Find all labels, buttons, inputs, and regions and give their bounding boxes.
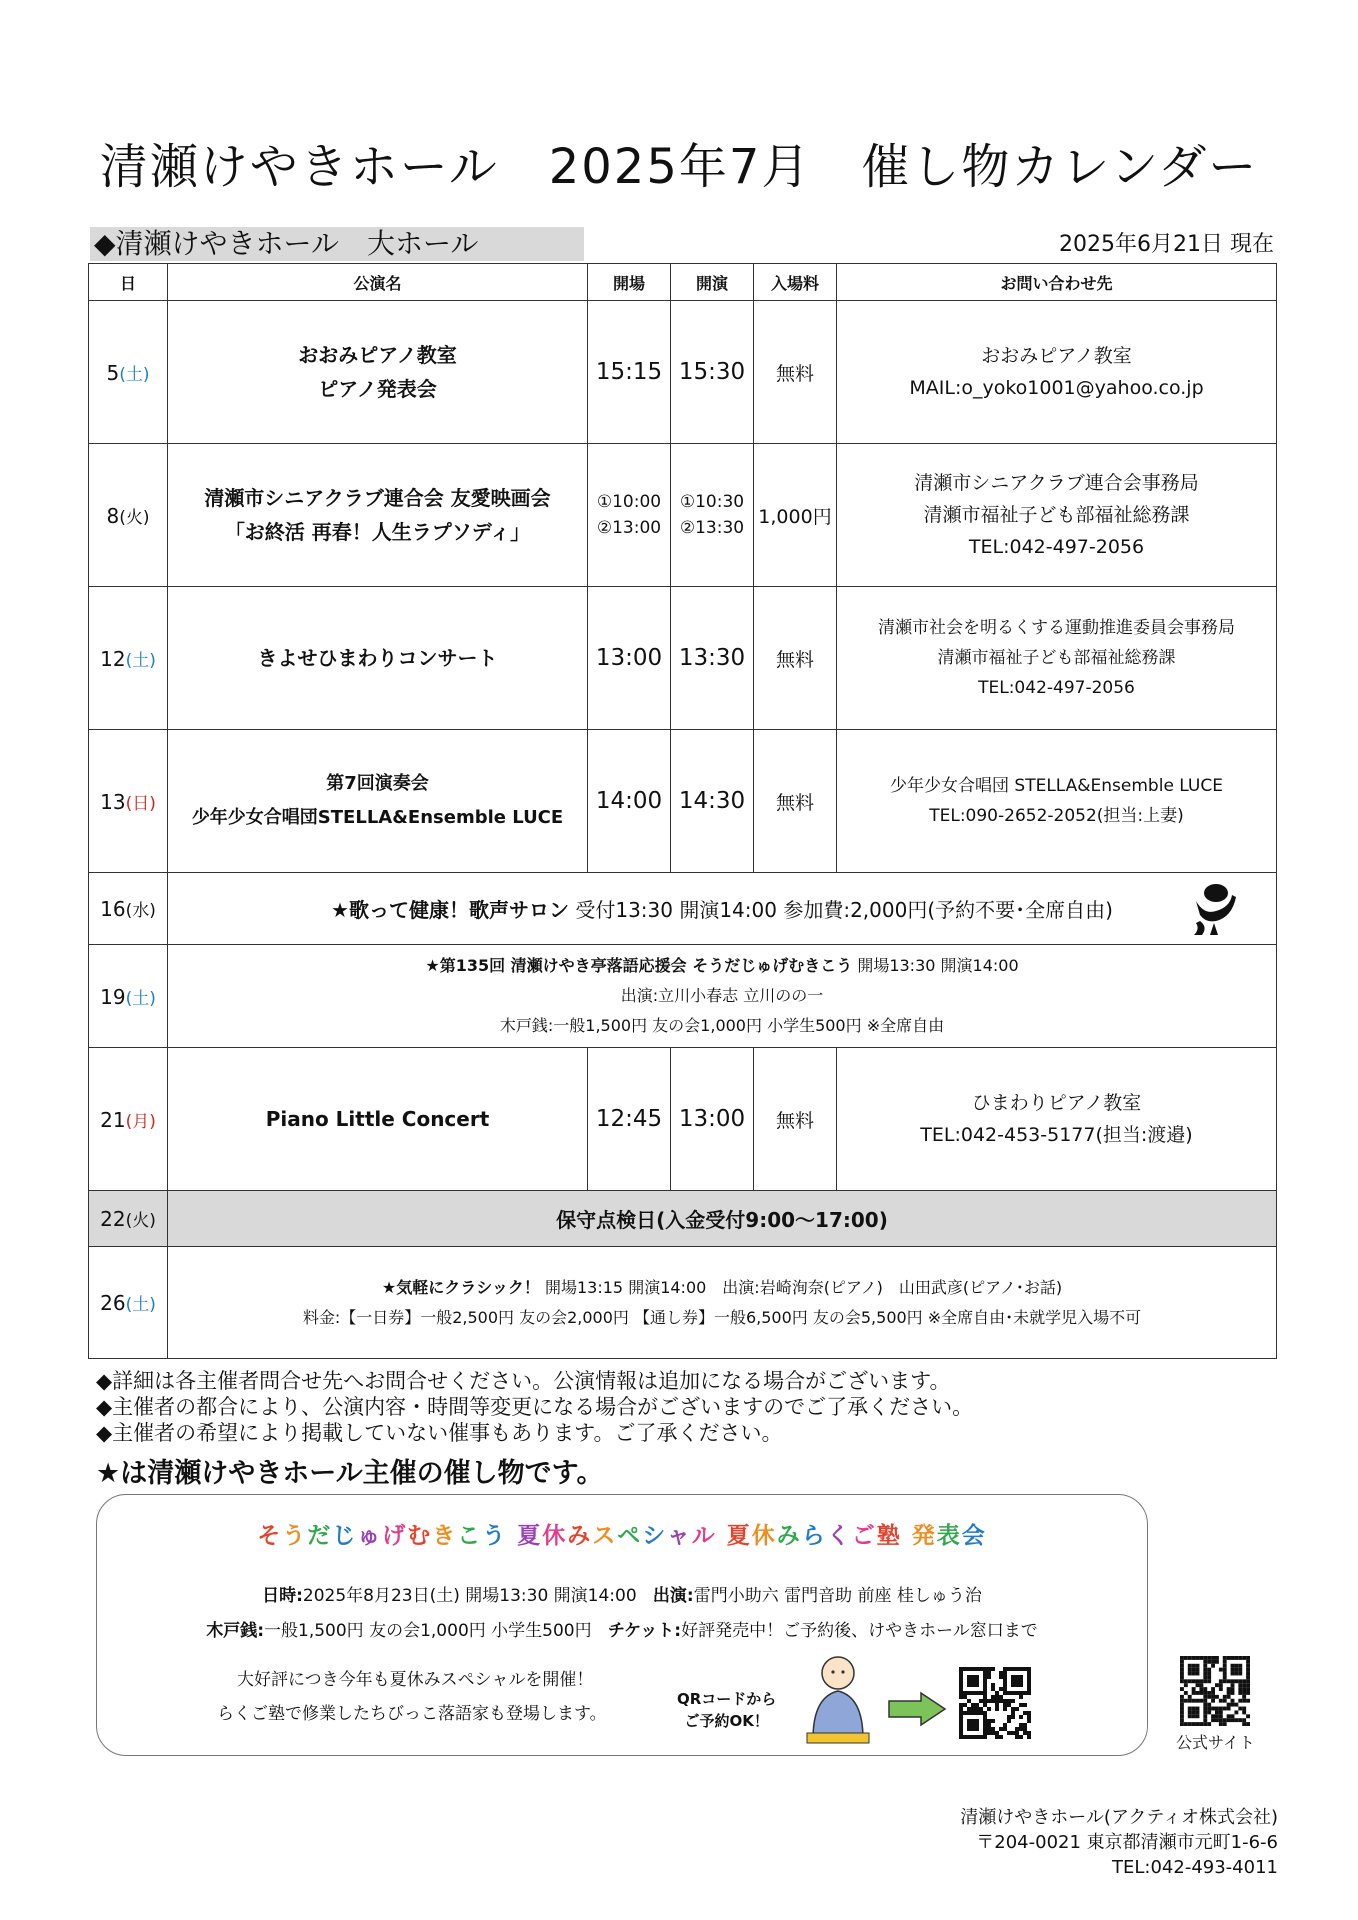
official-site-label: 公式サイト (1176, 1733, 1255, 1752)
qr-reservation-text (677, 1688, 776, 1732)
contact-cell (837, 1048, 1277, 1191)
contact-line: 清瀬市福祉子ども部福祉総務課 (937, 648, 1176, 668)
day-number: 8 (106, 503, 120, 528)
promo-tickets (97, 1616, 1147, 1641)
qr-code-reservation (959, 1667, 1031, 1739)
table-row (89, 1048, 1277, 1191)
table-row (89, 1191, 1277, 1247)
table-row (89, 945, 1277, 1048)
qr-text-line: QRコードから (677, 1690, 777, 1708)
fee: 無料 (754, 1048, 837, 1191)
open-time (588, 444, 671, 587)
table-row (89, 873, 1277, 945)
contact-cell (837, 301, 1277, 444)
singer-icon (1186, 881, 1238, 937)
promo-label: チケット: (607, 1621, 682, 1641)
day-cell (89, 444, 168, 587)
day-number: 13 (100, 789, 126, 814)
contact-line: TEL:042-453-5177(担当:渡邉) (920, 1124, 1193, 1146)
event-admission: 料金:【一日券】一般2,500円 友の会2,000円 【通し券】一般6,500円 友の会5,500円 ※全席自由･未就学児入場不可 (302, 1307, 1142, 1327)
day-number: 21 (100, 1107, 126, 1132)
start-time-2: ②13:30 (679, 518, 745, 538)
day-cell (89, 873, 168, 945)
contact-line: 少年少女合唱団 STELLA&Ensemble LUCE (890, 776, 1223, 796)
day-number: 22 (100, 1207, 126, 1231)
event-name: ★第135回 清瀬けやき亭落語応援会 そうだじゅげむきこう (425, 956, 853, 975)
day-of-week: (日) (125, 793, 156, 814)
promo-label: 出演: (652, 1586, 694, 1606)
day-cell (89, 1191, 168, 1247)
fee: 無料 (754, 730, 837, 873)
day-of-week: (土) (125, 650, 156, 671)
promo-desc: らくご塾で修業したちびっこ落語家も登場します。 (217, 1704, 607, 1724)
contact-cell (837, 444, 1277, 587)
footer-address: 〒204-0021 東京都清瀬市元町1-6-6 (976, 1832, 1278, 1853)
event-calendar-table (88, 263, 1277, 1359)
contact-cell (837, 587, 1277, 730)
header-open: 開場 (588, 264, 671, 301)
start-time: 14:30 (671, 730, 754, 873)
promo-value: 好評発売中！ご予約後、けやきホール窓口まで (681, 1621, 1038, 1641)
day-of-week: (月) (125, 1111, 156, 1132)
table-header-row (89, 264, 1277, 301)
event-admission: 木戸銭:一般1,500円 友の会1,000円 小学生500円 ※全席自由 (499, 1016, 945, 1035)
day-of-week: (土) (125, 988, 156, 1009)
open-time-2: ②13:00 (596, 518, 662, 538)
event-name: ★歌って健康！歌声サロン (331, 898, 569, 922)
day-of-week: (土) (125, 1295, 156, 1315)
open-time-1: ①10:00 (596, 492, 662, 512)
day-number: 26 (100, 1291, 126, 1315)
promo-value: 2025年8月23日(土) 開場13:30 開演14:00 (302, 1586, 637, 1606)
event-name: ★気軽にクラシック！ (381, 1277, 540, 1297)
day-number: 19 (100, 984, 126, 1009)
event-name: きよせひまわりコンサート (168, 587, 588, 730)
contact-line: TEL:090-2652-2052(担当:上妻) (929, 806, 1184, 826)
contact-line: MAIL:o_yoko1001@yahoo.co.jp (909, 377, 1204, 399)
maintenance-day: 保守点検日(入金受付9:00～17:00) (168, 1191, 1277, 1247)
open-time: 13:00 (588, 587, 671, 730)
day-of-week: (火) (125, 1211, 156, 1231)
day-cell (89, 1247, 168, 1359)
start-time: 13:30 (671, 587, 754, 730)
contact-line: 清瀬市福祉子ども部福祉総務課 (923, 504, 1190, 526)
note-line: ◆主催者の希望により掲載していない催事もあります。ご了承ください。 (96, 1421, 783, 1445)
event-name: 第7回演奏会 (326, 773, 429, 794)
day-number: 16 (100, 897, 126, 921)
note-line: ◆詳細は各主催者問合せ先へお問合せください。公演情報は追加になる場合がございます。 (96, 1369, 951, 1393)
table-row (89, 1247, 1277, 1359)
event-performers: 出演:立川小春志 立川のの一 (620, 986, 824, 1005)
fee: 無料 (754, 301, 837, 444)
fee: 1,000円 (754, 444, 837, 587)
qr-code-official-site (1180, 1656, 1250, 1726)
day-number: 5 (106, 360, 120, 385)
event-name: ピアノ発表会 (318, 377, 437, 401)
event-name: 「お終活 再春！人生ラプソディ」 (224, 520, 531, 544)
day-of-week: (土) (119, 364, 150, 385)
start-time-1: ①10:30 (679, 492, 745, 512)
fee: 無料 (754, 587, 837, 730)
notes (96, 1368, 973, 1446)
event-details: 開場13:15 開演14:00 出演:岩崎洵奈(ピアノ) 山田武彦(ピアノ･お話) (539, 1277, 1063, 1297)
day-cell (89, 730, 168, 873)
header-fee: 入場料 (754, 264, 837, 301)
event-name-cell (168, 730, 588, 873)
promo-label: 木戸銭: (206, 1621, 265, 1641)
event-name-cell (168, 301, 588, 444)
day-cell (89, 587, 168, 730)
section-label: ◆清瀬けやきホール 大ホール (90, 227, 584, 261)
promo-value: 雷門小助六 雷門音助 前座 桂しゅう治 (693, 1586, 982, 1606)
promo-title: そうだじゅげむきこう 夏休みスペシャル 夏休みらくご塾 発表会 (257, 1523, 987, 1549)
day-cell (89, 301, 168, 444)
start-time: 15:30 (671, 301, 754, 444)
event-summary (168, 1247, 1277, 1359)
date-stamp: 2025年6月21日 現在 (1059, 232, 1274, 257)
event-details: 開場13:30 開演14:00 (852, 956, 1019, 975)
page-title: 清瀬けやきホール 2025年7月 催し物カレンダー (99, 139, 1259, 195)
table-row (89, 444, 1277, 587)
event-name: 清瀬市シニアクラブ連合会 友愛映画会 (204, 486, 551, 510)
event-details: 受付13:30 開演14:00 参加費:2,000円(予約不要･全席自由) (568, 898, 1113, 922)
day-of-week: (水) (125, 901, 156, 921)
day-cell (89, 945, 168, 1048)
footer-phone: TEL:042-493-4011 (1112, 1857, 1278, 1878)
header-event-name: 公演名 (168, 264, 588, 301)
open-time: 12:45 (588, 1048, 671, 1191)
contact-line: ひまわりピアノ教室 (971, 1092, 1142, 1114)
table-row (89, 730, 1277, 873)
open-time: 14:00 (588, 730, 671, 873)
event-name: Piano Little Concert (168, 1048, 588, 1191)
event-name: おおみピアノ教室 (298, 343, 457, 367)
contact-line: 清瀬市シニアクラブ連合会事務局 (914, 472, 1199, 494)
start-time: 13:00 (671, 1048, 754, 1191)
event-name-cell (168, 444, 588, 587)
footer (960, 1805, 1278, 1880)
contact-line: 清瀬市社会を明るくする運動推進委員会事務局 (878, 618, 1235, 638)
header-start: 開演 (671, 264, 754, 301)
note-line: ◆主催者の都合により、公演内容・時間等変更になる場合がございますのでご了承ください。 (96, 1395, 974, 1419)
table-row (89, 587, 1277, 730)
promo-value: 一般1,500円 友の会1,000円 小学生500円 (264, 1621, 592, 1641)
header-contact: お問い合わせ先 (837, 264, 1277, 301)
contact-cell (837, 730, 1277, 873)
event-summary (168, 945, 1277, 1048)
day-cell (89, 1048, 168, 1191)
event-summary (168, 873, 1277, 945)
rakugo-performer-illustration (803, 1653, 873, 1745)
day-of-week: (火) (119, 507, 150, 528)
promo-schedule (97, 1581, 1147, 1606)
promo-box (96, 1494, 1148, 1756)
table-row (89, 301, 1277, 444)
contact-line: TEL:042-497-2056 (968, 536, 1145, 558)
start-time (671, 444, 754, 587)
arrow-right-icon (887, 1691, 947, 1727)
contact-line: TEL:042-497-2056 (978, 678, 1135, 698)
footer-org: 清瀬けやきホール(アクティオ株式会社) (960, 1807, 1278, 1828)
day-number: 12 (100, 646, 126, 671)
promo-desc: 大好評につき今年も夏休みスペシャルを開催！ (237, 1670, 594, 1690)
open-time: 15:15 (588, 301, 671, 444)
promo-label: 日時: (262, 1586, 303, 1606)
qr-text-line: ご予約OK！ (684, 1712, 769, 1730)
header-day: 日 (89, 264, 168, 301)
star-note: ★は清瀬けやきホール主催の催し物です。 (96, 1458, 604, 1489)
contact-line: おおみピアノ教室 (981, 345, 1132, 367)
event-name: 少年少女合唱団STELLA&Ensemble LUCE (191, 807, 564, 828)
